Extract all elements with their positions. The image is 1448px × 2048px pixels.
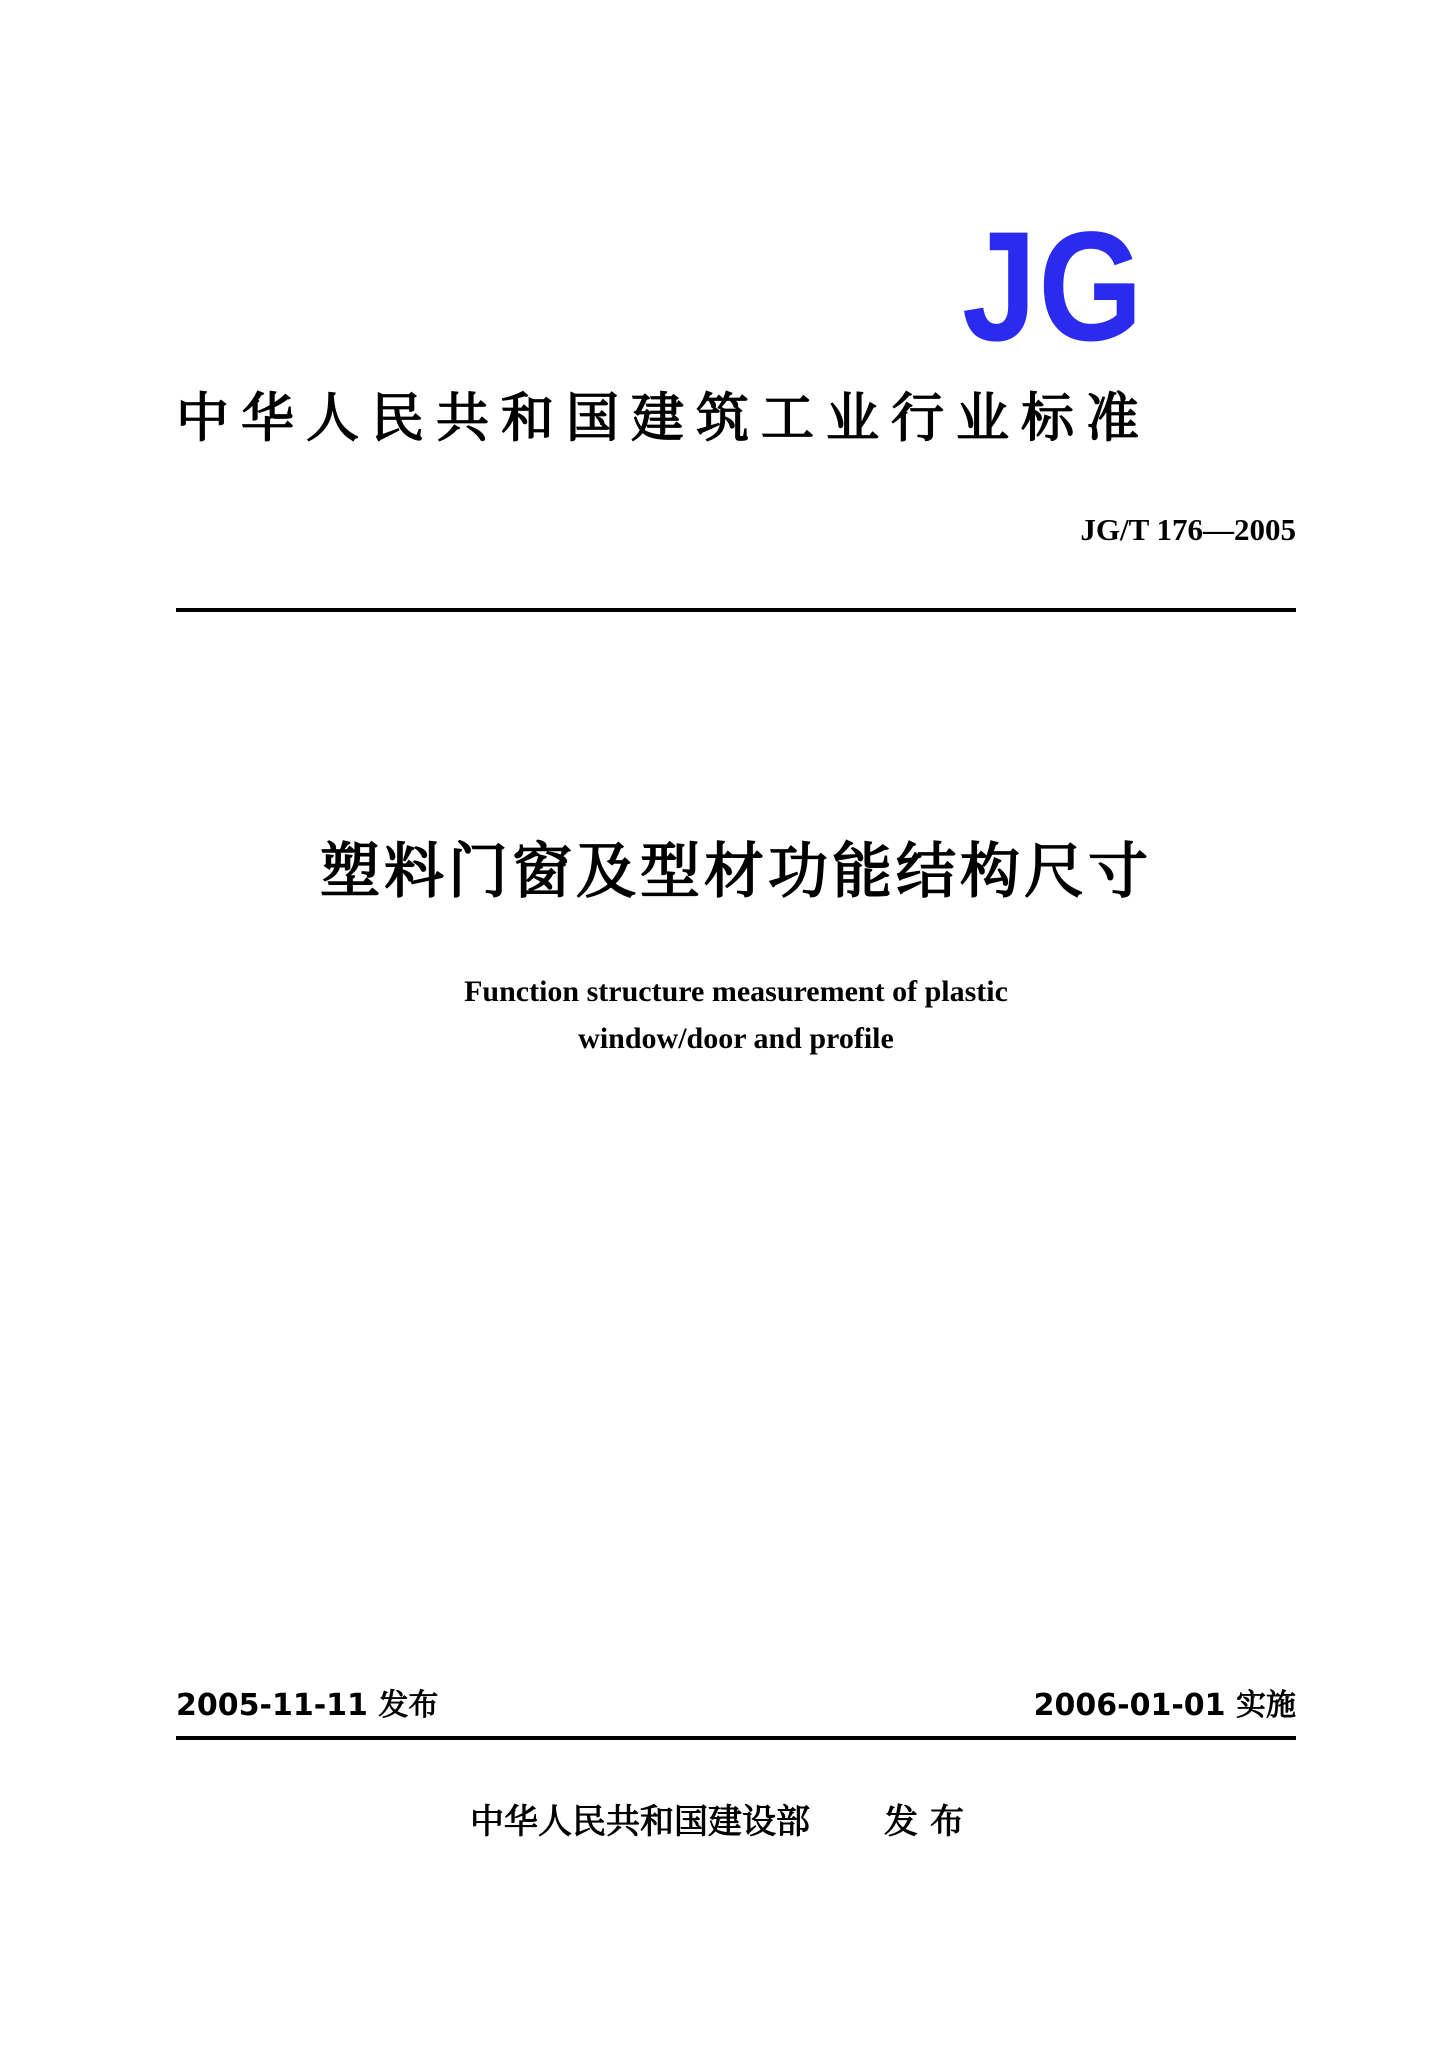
document-title-english-line-1: Function structure measurement of plastic [464, 975, 1008, 1008]
issue-date: 2005-11-11 发布 [176, 1688, 439, 1723]
publisher-line [470, 1798, 976, 1846]
publisher-action: 发布 [884, 1802, 976, 1842]
document-title-chinese: 塑料门窗及型材功能结构尺寸 [320, 837, 1152, 907]
document-title-english [176, 968, 1296, 1062]
standard-number: JG/T 176—2005 [1080, 512, 1296, 547]
document-title-english-line-2: window/door and profile [578, 1022, 894, 1055]
bottom-divider [176, 1736, 1296, 1740]
jg-logo: JG [962, 200, 1145, 374]
standard-category-title: 中华人民共和国建筑工业行业标准 [176, 388, 1151, 449]
top-divider [176, 608, 1296, 612]
effective-date: 2006-01-01 实施 [1033, 1688, 1296, 1723]
publisher-name: 中华人民共和国建设部 [470, 1802, 810, 1842]
